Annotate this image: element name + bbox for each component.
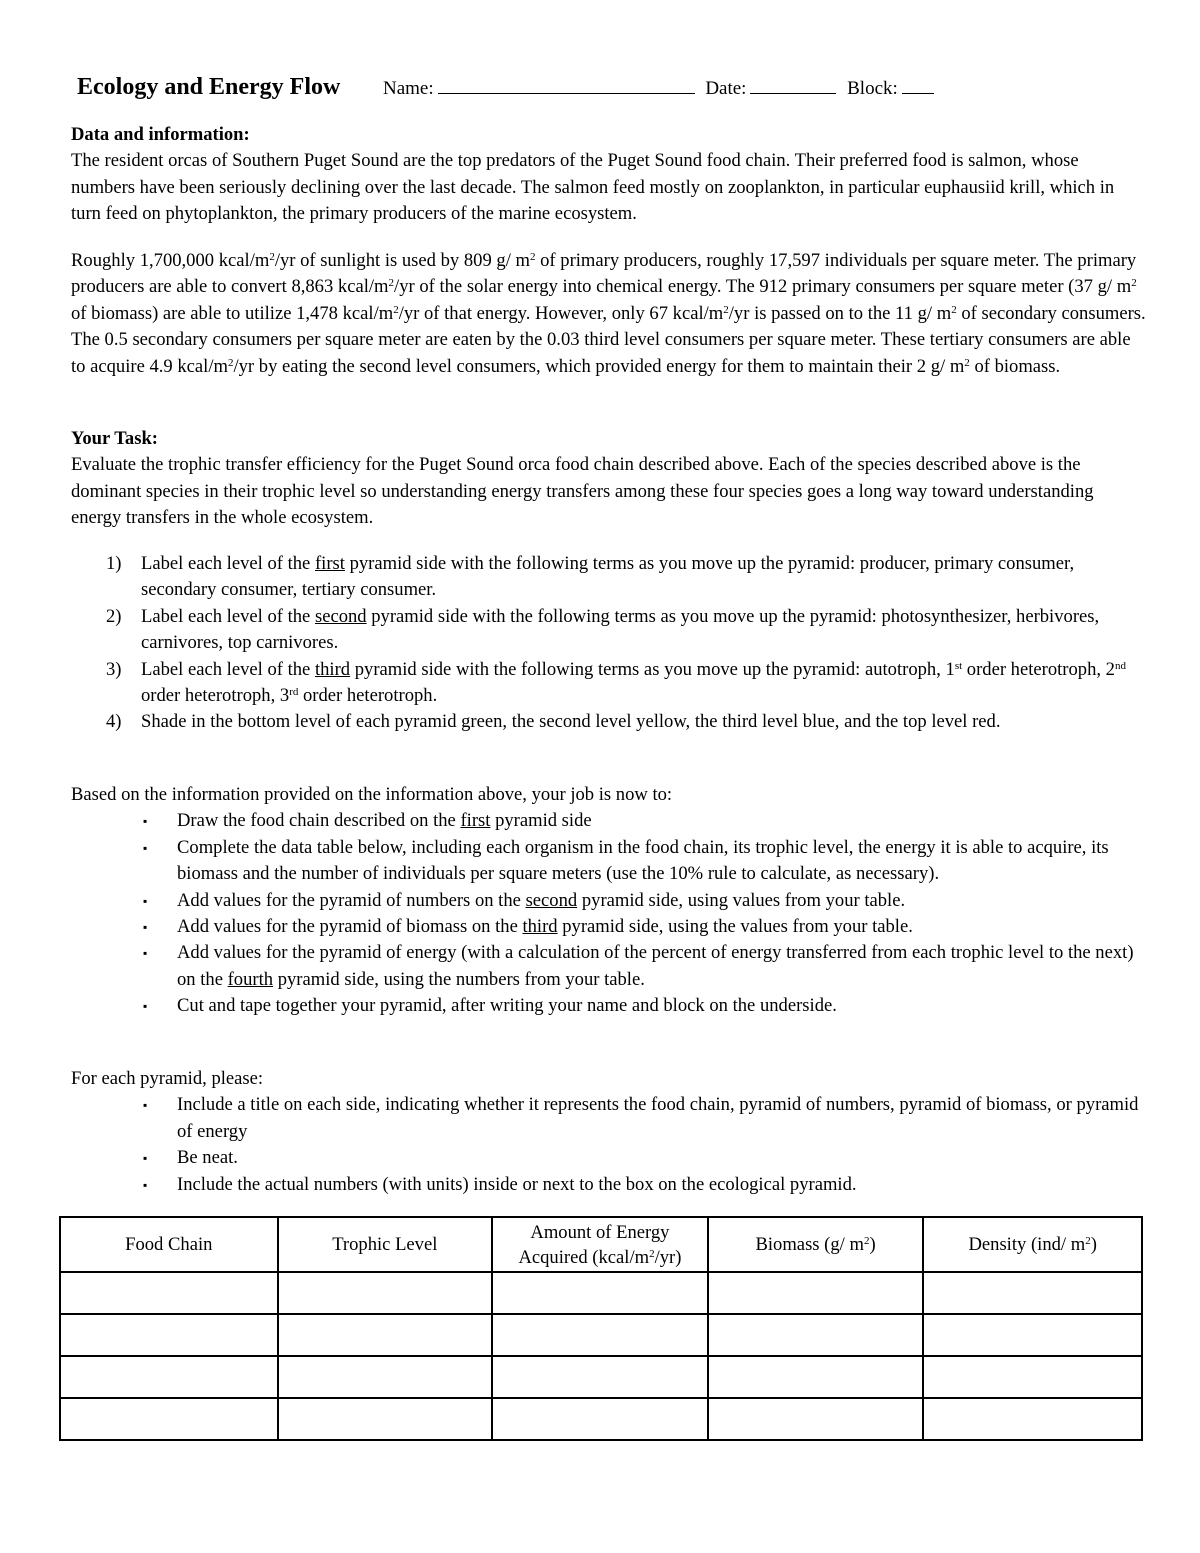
table-cell[interactable] bbox=[492, 1356, 708, 1398]
col-density: Density (ind/ $m^2$) bbox=[923, 1217, 1142, 1272]
job-bullet-list bbox=[71, 808, 1146, 1019]
table-row bbox=[60, 1272, 1142, 1314]
table-cell[interactable] bbox=[492, 1398, 708, 1440]
table-row bbox=[60, 1356, 1142, 1398]
task-item: 3) Label each level of the third pyramid side with the following terms as you move up the pyramid: autotroph, 1st order heterotroph, 2nd order heterotroph, 3rd order heterotroph. bbox=[106, 658, 1126, 707]
col-trophic-level: Trophic Level bbox=[278, 1217, 493, 1272]
table-cell[interactable] bbox=[60, 1398, 278, 1440]
block-blank[interactable] bbox=[902, 75, 934, 94]
list-item: ▪ Add values for the pyramid of numbers on the second pyramid side, using values from your table. bbox=[143, 889, 906, 911]
job-section bbox=[71, 782, 1146, 1020]
list-item: ▪ Be neat. bbox=[143, 1147, 238, 1169]
table-cell[interactable] bbox=[923, 1356, 1142, 1398]
table-row bbox=[60, 1398, 1142, 1440]
table-cell[interactable] bbox=[60, 1272, 278, 1314]
list-item: ▪ Draw the food chain described on the first pyramid side bbox=[143, 810, 592, 832]
page-title: Ecology and Energy Flow bbox=[77, 74, 341, 100]
table-cell[interactable] bbox=[278, 1272, 493, 1314]
table-header-row bbox=[60, 1217, 1142, 1272]
each-intro: For each pyramid, please: bbox=[71, 1068, 264, 1089]
list-item: ▪ Add values for the pyramid of energy (with a calculation of the percent of energy transferred from each trophic level to the next) on the fourth pyramid side, using the numbers from your table. bbox=[143, 942, 1134, 990]
col-biomass: Biomass (g/ $m^2$) bbox=[708, 1217, 924, 1272]
list-item: ▪ Complete the data table below, including each organism in the food chain, its trophic level, the energy it is able to acquire, its biomass and the number of individuals per square meters (use the 10% rule to calculate, as necessary). bbox=[143, 836, 1109, 885]
data-info-heading: Data and information: bbox=[71, 124, 250, 145]
name-blank[interactable] bbox=[438, 75, 695, 94]
table-cell[interactable] bbox=[60, 1356, 278, 1398]
table-cell[interactable] bbox=[708, 1356, 924, 1398]
task-item: 1) Label each level of the first pyramid side with the following terms as you move up the pyramid: producer, primary consumer, secondary consumer, tertiary consumer. bbox=[106, 553, 1075, 601]
data-table bbox=[59, 1216, 1143, 1441]
date-label: Date: bbox=[705, 78, 747, 99]
col-energy: Amount of Energy Acquired $(kcal/m^2/yr)$ bbox=[492, 1217, 708, 1272]
data-info-paragraph-1: The resident orcas of Southern Puget Sound are the top predators of the Puget Sound food chain. Their preferred food is salmon, whose numbers have been seriously declining over the last decade. The salmon feed mostly on zooplankton, in particular euphausiid krill, which in turn feed on phytoplankton, the primary producers of the marine ecosystem. bbox=[71, 150, 1115, 225]
table-cell[interactable] bbox=[923, 1314, 1142, 1356]
data-info-section bbox=[71, 122, 1146, 228]
table-cell[interactable] bbox=[923, 1272, 1142, 1314]
table-cell[interactable] bbox=[492, 1314, 708, 1356]
table-cell[interactable] bbox=[708, 1398, 924, 1440]
table-cell[interactable] bbox=[278, 1398, 493, 1440]
list-item: ▪ Add values for the pyramid of biomass on the third pyramid side, using the values from your table. bbox=[143, 916, 913, 938]
table-cell[interactable] bbox=[923, 1398, 1142, 1440]
task-item: 2) Label each level of the second pyramid side with the following terms as you move up the pyramid: photosynthesizer, herbivores, carnivores, top carnivores. bbox=[106, 605, 1100, 654]
task-list bbox=[71, 551, 1146, 736]
each-pyramid-section bbox=[71, 1066, 1146, 1198]
task-intro: Evaluate the trophic transfer efficiency for the Puget Sound orca food chain described above. Each of the species described above is the dominant species in their trophic level so understanding energy transfers among these four species goes a long way toward understanding energy transfers in the whole ecosystem. bbox=[71, 454, 1094, 529]
list-item: ▪ Cut and tape together your pyramid, after writing your name and block on the underside. bbox=[143, 995, 837, 1017]
col-food-chain: Food Chain bbox=[60, 1217, 278, 1272]
list-item: ▪ Include the actual numbers (with units) inside or next to the box on the ecological pyramid. bbox=[143, 1173, 857, 1195]
table-cell[interactable] bbox=[708, 1314, 924, 1356]
table-cell[interactable] bbox=[278, 1356, 493, 1398]
name-label: Name: bbox=[383, 78, 434, 99]
task-item: 4) Shade in the bottom level of each pyramid green, the second level yellow, the third level blue, and the top level red. bbox=[106, 711, 1001, 733]
task-section bbox=[71, 426, 1146, 532]
table-cell[interactable] bbox=[278, 1314, 493, 1356]
table-cell[interactable] bbox=[708, 1272, 924, 1314]
worksheet-header bbox=[77, 74, 1077, 102]
date-blank[interactable] bbox=[750, 75, 836, 94]
table-cell[interactable] bbox=[492, 1272, 708, 1314]
table-cell[interactable] bbox=[60, 1314, 278, 1356]
data-info-paragraph-2: Roughly 1,700,000 kcal/$m^2/yr$ of sunlight is used by 809 g/ $m^2$ of primary producers, roughly 17,597 individuals per square meter. The primary producers are able to convert 8,863 kcal/$m^2/yr$ of the solar energy into chemical energy. The 912 primary consumers per square meter (37 g/ $m^2$ of biomass) are able to utilize 1,478 kcal/$m^2/yr$ of that energy. However, only 67 kcal/$m^2/yr$ is passed on to the 11 g/ $m^2$ of secondary consumers. The 0.5 secondary consumers per square meter are eaten by the 0.03 third level consumers per square meter. These tertiary consumers are able to acquire 4.9 kcal/$m^2/yr$ by eating the second level consumers, which provided energy for them to maintain their 2 g/ $m^2$ of biomass. bbox=[71, 250, 1146, 377]
each-bullet-list bbox=[71, 1092, 1146, 1198]
table-row bbox=[60, 1314, 1142, 1356]
block-label: Block: bbox=[847, 78, 898, 99]
task-heading: Your Task: bbox=[71, 428, 158, 449]
job-intro: Based on the information provided on the information above, your job is now to: bbox=[71, 784, 673, 805]
list-item: ▪ Include a title on each side, indicating whether it represents the food chain, pyramid of numbers, pyramid of biomass, or pyramid of energy bbox=[143, 1094, 1139, 1142]
